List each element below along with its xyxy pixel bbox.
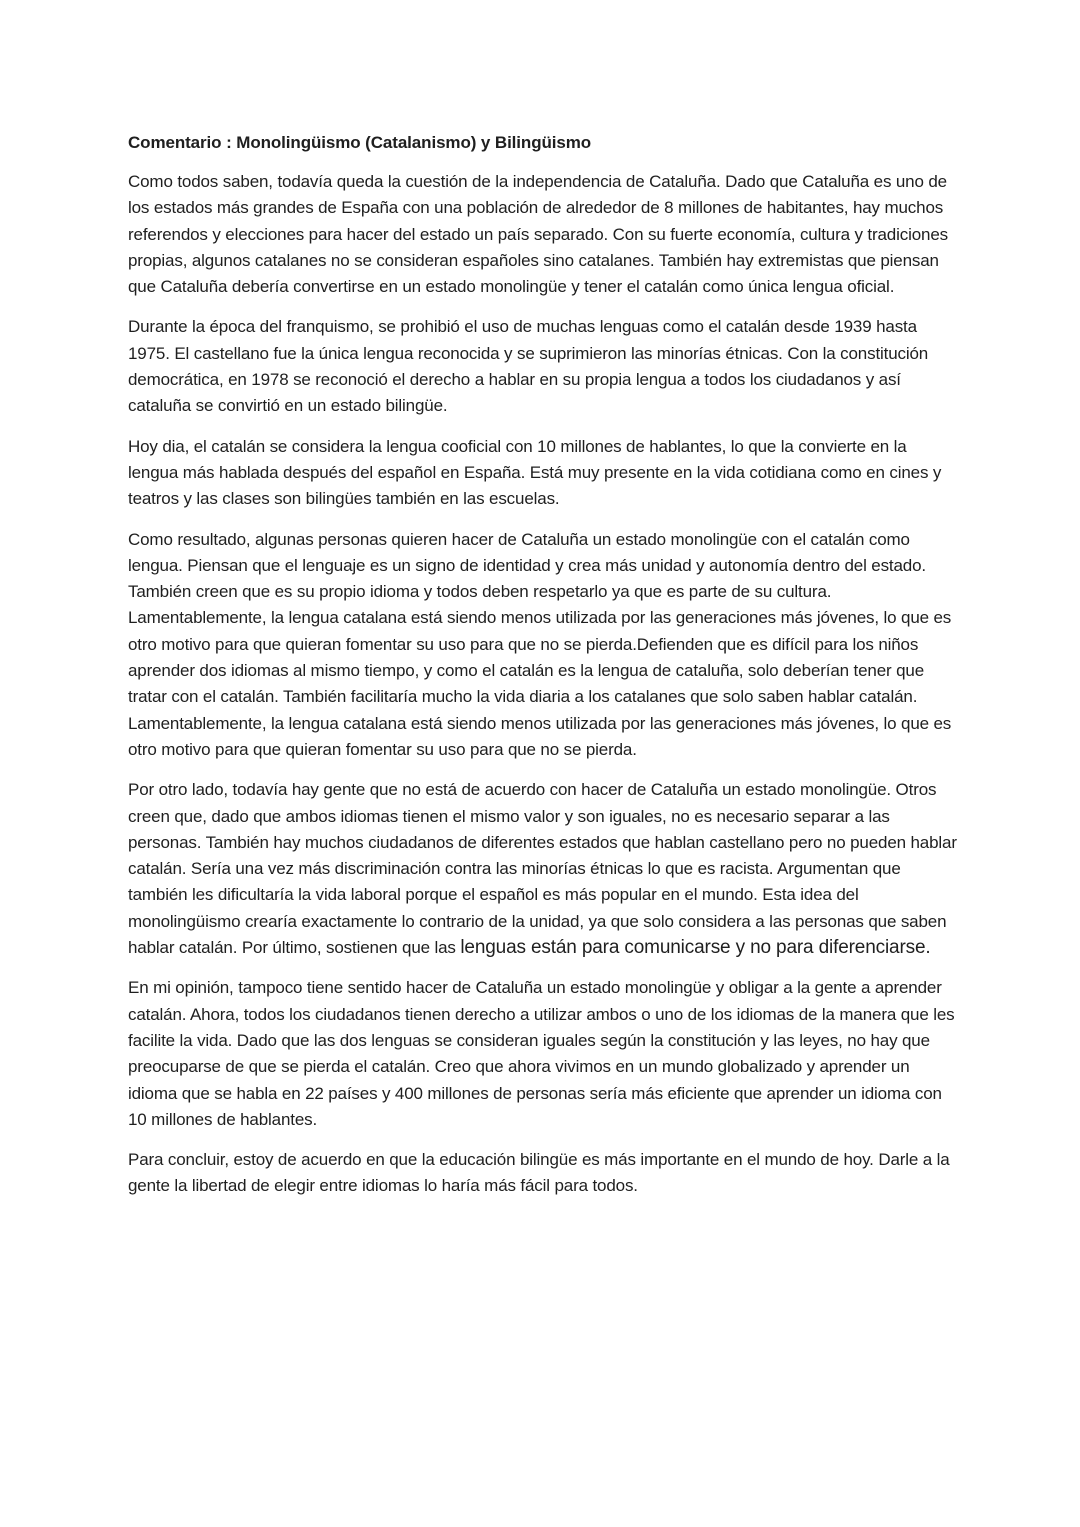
document-title: Comentario : Monolingüismo (Catalanismo) y Bilingüismo [128,133,592,152]
paragraph-franquismo: Durante la época del franquismo, se prohibió el uso de muchas lenguas como el catalán desde 1939 hasta 1975. El castellano fue la única lengua reconocida y se suprimieron las minorías étnicas. Con la constitución democrática, en 1978 se reconoció el derecho a hablar en su propia lengua a todos los ciudadanos y así cataluña se convirtió en un estado bilingüe. [128,317,929,416]
paragraph-conclusion: Para concluir, estoy de acuerdo en que la educación bilingüe es más importante en el mundo de hoy. Darle a la gente la libertad de elegir entre idiomas lo haría más fácil para todos. [128,1150,950,1196]
paragraph-opinion: En mi opinión, tampoco tiene sentido hacer de Cataluña un estado monolingüe y obligar a la gente a aprender catalán. Ahora, todos los ciudadanos tienen derecho a utilizar ambos o uno de los idiomas de la manera que les facilite la vida. Dado que las dos lenguas se consideran iguales según la constitución y las leyes, no hay que preocuparse de que se pierda el catalán. Creo que ahora vivimos en un mundo globalizado y aprender un idioma que se habla en 22 países y 400 millones de personas sería más eficiente que aprender un idioma con 10 millones de hablantes. [128,978,955,1129]
document-body [128,130,958,1214]
paragraph-counter-tail: lenguas están para comunicarse y no para diferenciarse. [460,937,931,959]
paragraph-independence: Como todos saben, todavía queda la cuestión de la independencia de Cataluña. Dado que Cataluña es uno de los estados más grandes de España con una población de alrededor de 8 millones de habitantes, hay muchos referendos y elecciones para hacer del estado un país separado. Con su fuerte economía, cultura y tradiciones propias, algunos catalanes no se consideran españoles sino catalanes. También hay extremistas que piensan que Cataluña debería convertirse en un estado monolingüe y tener el catalán como única lengua oficial. [128,172,948,297]
paragraph-monolingual-arguments: Como resultado, algunas personas quieren hacer de Cataluña un estado monolingüe con el catalán como lengua. Piensan que el lenguaje es un signo de identidad y crea más unidad y autonomía dentro del estado. También creen que es su propio idioma y todos deben respetarlo ya que es parte de su cultura. Lamentablemente, la lengua catalana está siendo menos utilizada por las generaciones más jóvenes, lo que es otro motivo para que quieran fomentar su uso para que no se pierda.Defienden que es difícil para los niños aprender dos idiomas al mismo tiempo, y como el catalán es la lengua de cataluña, solo deberían tener que tratar con el catalán. También facilitaría mucho la vida diaria a los catalanes que solo saben hablar catalán. Lamentablemente, la lengua catalana está siendo menos utilizada por las generaciones más jóvenes, lo que es otro motivo para que quieran fomentar su uso para que no se pierda. [128,529,952,759]
paragraph-counter-arguments [128,777,958,961]
paragraph-today: Hoy dia, el catalán se considera la lengua cooficial con 10 millones de hablantes, lo que la convierte en la lengua más hablada después del español en España. Está muy presente en la vida cotidiana como en cines y teatros y las clases son bilingües también en las escuelas. [128,436,942,509]
paragraph-counter-main: Por otro lado, todavía hay gente que no está de acuerdo con hacer de Cataluña un estado monolingüe. Otros creen que, dado que ambos idiomas tienen el mismo valor y son iguales, no es necesario separar a las personas. También hay muchos ciudadanos de diferentes estados que hablan castellano pero no pueden hablar catalán. Sería una vez más discriminación contra las minorías étnicas lo que es racista. Argumentan que también les dificultaría la vida laboral porque el español es más popular en el mundo. Esta idea del monolingüismo crearía exactamente lo contrario de la unidad, ya que solo considera a las personas que saben hablar catalán. Por último, sostienen que las [128,780,957,958]
